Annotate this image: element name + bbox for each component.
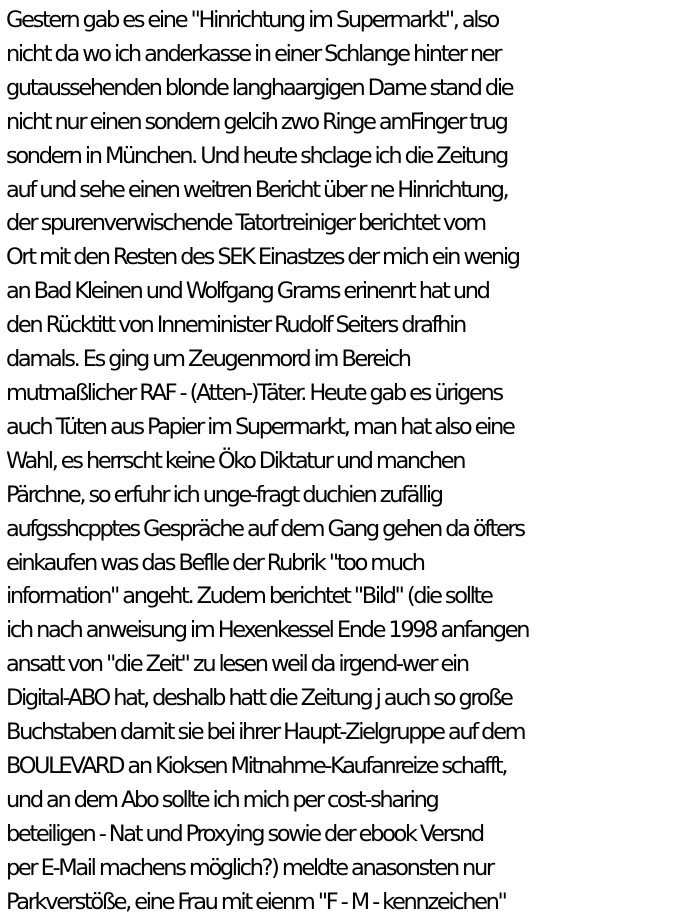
text-line: auf und sehe einen weitren Bericht über ne Hinrichtung, <box>6 176 508 203</box>
text-line: auch Tüten aus Papier im Supermarkt, man hat also eine <box>6 413 514 440</box>
text-line: einkaufen was das Beflle der Rubrik "too much <box>6 549 424 576</box>
text-line: sondern in München. Und heute shclage ich die Zeitung <box>6 142 507 169</box>
text-line: BOULEVARD an Kioksen Mitnahme-Kaufanreize schafft, <box>6 752 507 779</box>
document-body <box>6 4 682 919</box>
text-line: Digital-ABO hat, deshalb hatt die Zeitung j auch so große <box>6 685 512 712</box>
text-line: nicht nur einen sondern gelcih zwo Ringe amFinger trug <box>6 108 507 135</box>
text-line: ich nach anweisung im Hexenkessel Ende 1998 anfangen <box>6 617 529 644</box>
text-line: und an dem Abo sollte ich mich per cost-sharing <box>6 786 438 813</box>
text-line: Wahl, es herrscht keine Öko Diktatur und manchen <box>6 447 465 474</box>
text-line: nicht da wo ich anderkasse in einer Schlange hinter ner <box>6 40 501 67</box>
text-line: ansatt von "die Zeit" zu lesen weil da irgend-wer ein <box>6 651 468 678</box>
text-line: der spurenverwischende Tatortreiniger berichtet vom <box>6 210 485 237</box>
text-line: Ort mit den Resten des SEK Einastzes der mich ein wenig <box>6 244 519 271</box>
text-line: den Rücktitt von Inneminister Rudolf Seiters drafhin <box>6 312 465 339</box>
text-line: Pärchne, so erfuhr ich unge-fragt duchien zufällig <box>6 481 442 508</box>
text-line: Gestern gab es eine "Hinrichtung im Supermarkt", also <box>6 7 498 33</box>
text-line: Buchstaben damit sie bei ihrer Haupt-Zielgruppe auf dem <box>6 719 525 746</box>
text-line: per E-Mail machens möglich?) meldte anasonsten nur <box>6 854 493 881</box>
text-line: Parkverstöße, eine Frau mit eienm "F - M - kennzeichen" <box>6 888 506 915</box>
text-line: beteiligen - Nat und Proxying sowie der ebook Versnd <box>6 820 483 847</box>
text-line: gutaussehenden blonde langhaargigen Dame stand die <box>6 74 513 101</box>
text-line: an Bad Kleinen und Wolfgang Grams erinenrt hat und <box>6 278 489 305</box>
text-line: aufgsshcpptes Gespräche auf dem Gang gehen da öfters <box>6 515 524 542</box>
text-line: information" angeht. Zudem berichtet "Bild" (die sollte <box>6 583 492 610</box>
text-line: mutmaßlicher RAF - (Atten-)Täter. Heute gab es ürigens <box>6 379 502 406</box>
text-line: damals. Es ging um Zeugenmord im Bereich <box>6 346 410 373</box>
